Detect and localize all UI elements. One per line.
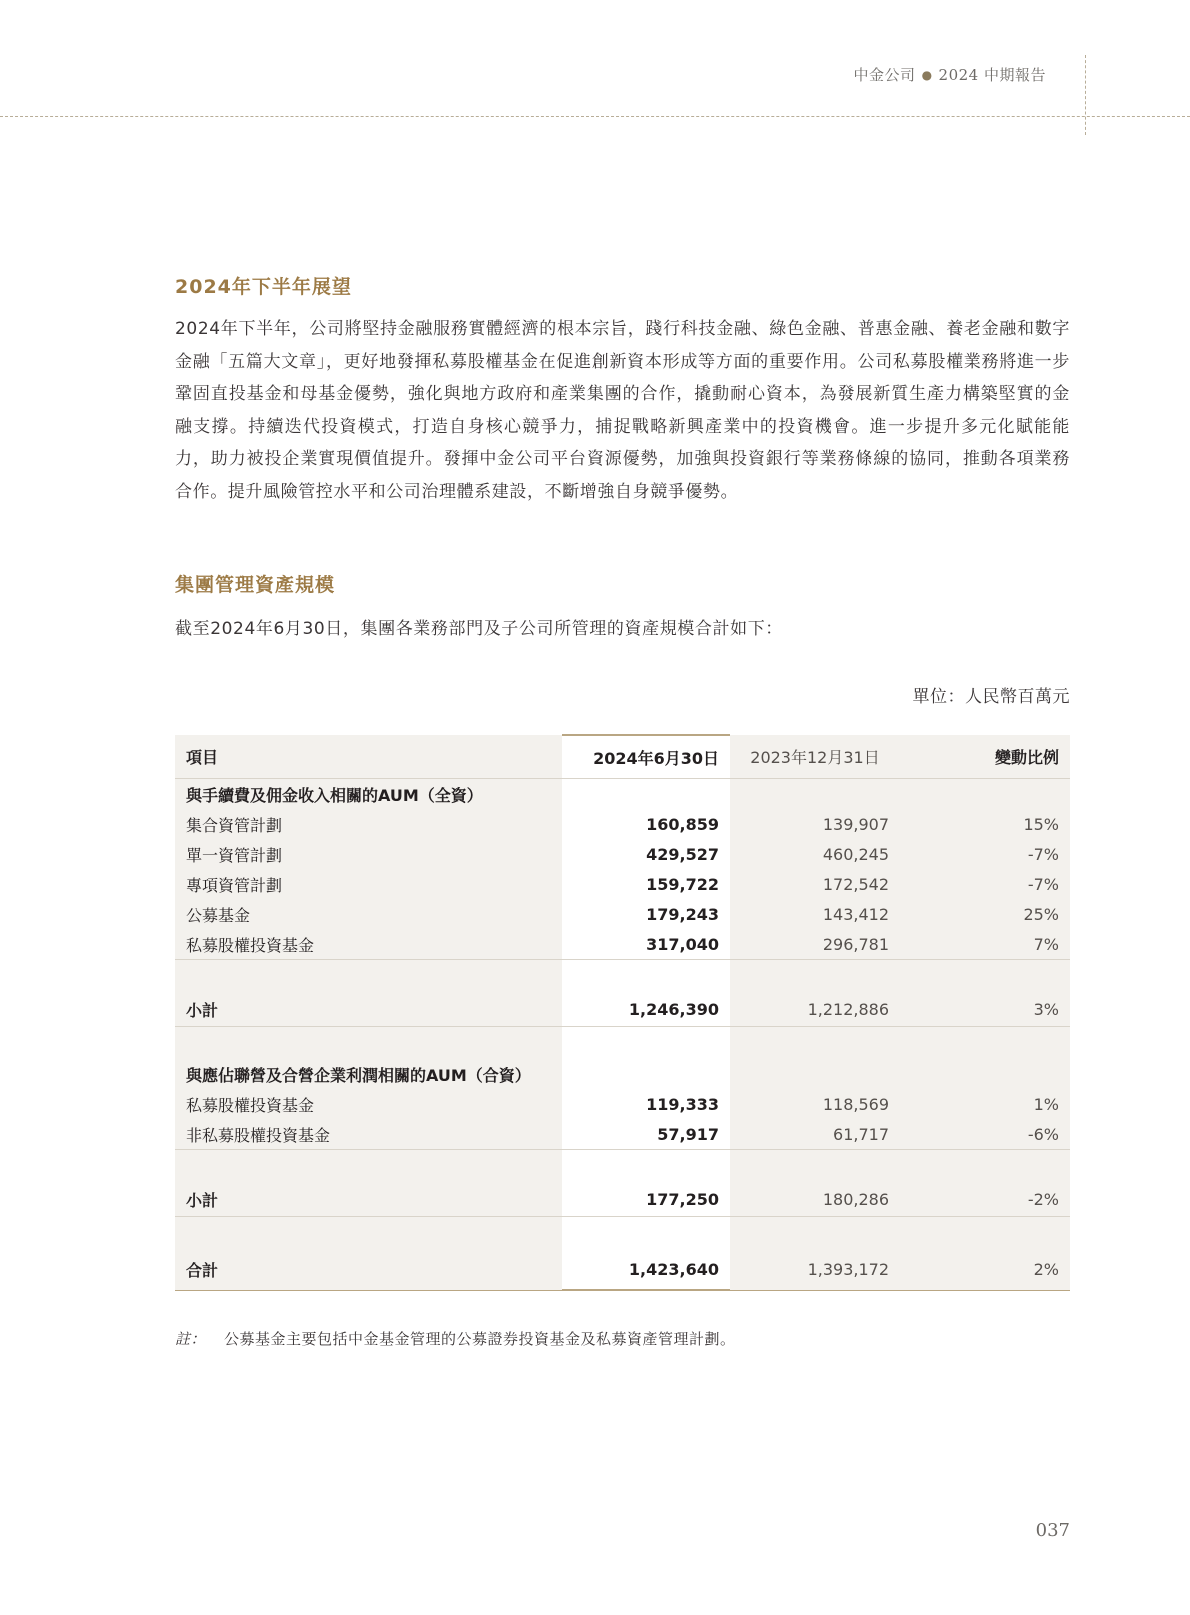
subtotal-value-2024: 177,250 [562, 1182, 730, 1217]
row-change: 1% [900, 1089, 1070, 1119]
table-row [175, 869, 1070, 899]
group-title: 與手續費及佣金收入相關的AUM（全資） [175, 779, 562, 810]
row-name: 非私募股權投資基金 [175, 1119, 562, 1150]
header-dashed-rule [0, 116, 1190, 117]
row-name: 單一資管計劃 [175, 839, 562, 869]
subtotal-row [175, 1182, 1070, 1217]
subtotal-value-2023: 180,286 [730, 1182, 900, 1217]
row-value-2023: 61,717 [730, 1119, 900, 1150]
aum-intro: 截至2024年6月30日，集團各業務部門及子公司所管理的資產規模合計如下： [175, 619, 783, 639]
row-value-2023: 118,569 [730, 1089, 900, 1119]
table-row [175, 929, 1070, 960]
spacer-row [175, 1217, 1070, 1250]
row-value-2023: 172,542 [730, 869, 900, 899]
total-value-2023: 1,393,172 [730, 1249, 900, 1290]
group-title-row [175, 779, 1070, 810]
row-value-2024: 317,040 [562, 929, 730, 960]
table-row [175, 809, 1070, 839]
subtotal-change: 3% [900, 992, 1070, 1027]
total-value-2024: 1,423,640 [562, 1249, 730, 1290]
row-name: 私募股權投資基金 [175, 1089, 562, 1119]
col-header-2023: 2023年12月31日 [730, 735, 900, 779]
table-header-row [175, 735, 1070, 779]
row-change: -7% [900, 869, 1070, 899]
subtotal-value-2024: 1,246,390 [562, 992, 730, 1027]
outlook-paragraph: 2024年下半年，公司將堅持金融服務實體經濟的根本宗旨，踐行科技金融、綠色金融、普惠金融、養老金融和數字金融「五篇大文章」，更好地發揮私募股權基金在促進創新資本形成等方面的重要作用。公司私募股權業務將進一步鞏固直投基金和母基金優勢，強化與地方政府和產業集團的合作，撬動耐心資本，為發展新質生產力構築堅實的金融支撐。持續迭代投資模式，打造自身核心競爭力，捕捉戰略新興產業中的投資機會。進一步提升多元化賦能能力，助力被投企業實現價值提升。發揮中金公司平台資源優勢，加強與投資銀行等業務條線的協同，推動各項業務合作。提升風險管控水平和公司治理體系建設，不斷增強自身競爭優勢。 [175, 319, 1070, 502]
row-value-2024: 119,333 [562, 1089, 730, 1119]
row-value-2024: 429,527 [562, 839, 730, 869]
note-text: 公募基金主要包括中金基金管理的公募證券投資基金及私募資產管理計劃。 [224, 1330, 736, 1348]
table-row [175, 1089, 1070, 1119]
col-header-item: 項目 [175, 735, 562, 779]
row-change: 15% [900, 809, 1070, 839]
unit-label: 單位：人民幣百萬元 [912, 687, 1070, 707]
row-value-2024: 160,859 [562, 809, 730, 839]
total-row [175, 1249, 1070, 1290]
row-value-2023: 143,412 [730, 899, 900, 929]
header-vertical-dashed-rule [1085, 55, 1086, 135]
subtotal-change: -2% [900, 1182, 1070, 1217]
row-value-2024: 179,243 [562, 899, 730, 929]
note-label: 註： [175, 1330, 207, 1348]
subtotal-value-2023: 1,212,886 [730, 992, 900, 1027]
group-title: 與應佔聯營及合營企業利潤相關的AUM（合資） [175, 1059, 562, 1089]
table-row [175, 1119, 1070, 1150]
col-header-change: 變動比例 [900, 735, 1070, 779]
group-title-row [175, 1059, 1070, 1089]
page-number: 037 [1035, 1520, 1070, 1541]
row-name: 專項資管計劃 [175, 869, 562, 899]
outlook-heading: 2024年下半年展望 [175, 276, 352, 298]
row-name: 集合資管計劃 [175, 809, 562, 839]
row-value-2023: 139,907 [730, 809, 900, 839]
table-note [175, 1328, 736, 1349]
subtotal-label: 小計 [175, 1182, 562, 1217]
spacer-row [175, 1027, 1070, 1060]
row-change: -7% [900, 839, 1070, 869]
row-value-2023: 460,245 [730, 839, 900, 869]
row-value-2024: 57,917 [562, 1119, 730, 1150]
total-change: 2% [900, 1249, 1070, 1290]
col-header-2024: 2024年6月30日 [562, 735, 730, 779]
aum-table [175, 734, 1070, 1291]
table-row [175, 839, 1070, 869]
row-name: 私募股權投資基金 [175, 929, 562, 960]
spacer-row [175, 960, 1070, 993]
header-company: 中金公司 [853, 66, 916, 84]
row-value-2024: 159,722 [562, 869, 730, 899]
row-value-2023: 296,781 [730, 929, 900, 960]
row-name: 公募基金 [175, 899, 562, 929]
subtotal-label: 小計 [175, 992, 562, 1027]
table-row [175, 899, 1070, 929]
row-change: 7% [900, 929, 1070, 960]
total-label: 合計 [175, 1249, 562, 1290]
row-change: 25% [900, 899, 1070, 929]
header-bullet: ● [921, 68, 933, 82]
subtotal-row [175, 992, 1070, 1027]
row-change: -6% [900, 1119, 1070, 1150]
running-header [854, 64, 1046, 85]
spacer-row [175, 1150, 1070, 1183]
aum-heading: 集團管理資產規模 [175, 574, 336, 596]
header-report: 2024 中期報告 [938, 66, 1046, 84]
